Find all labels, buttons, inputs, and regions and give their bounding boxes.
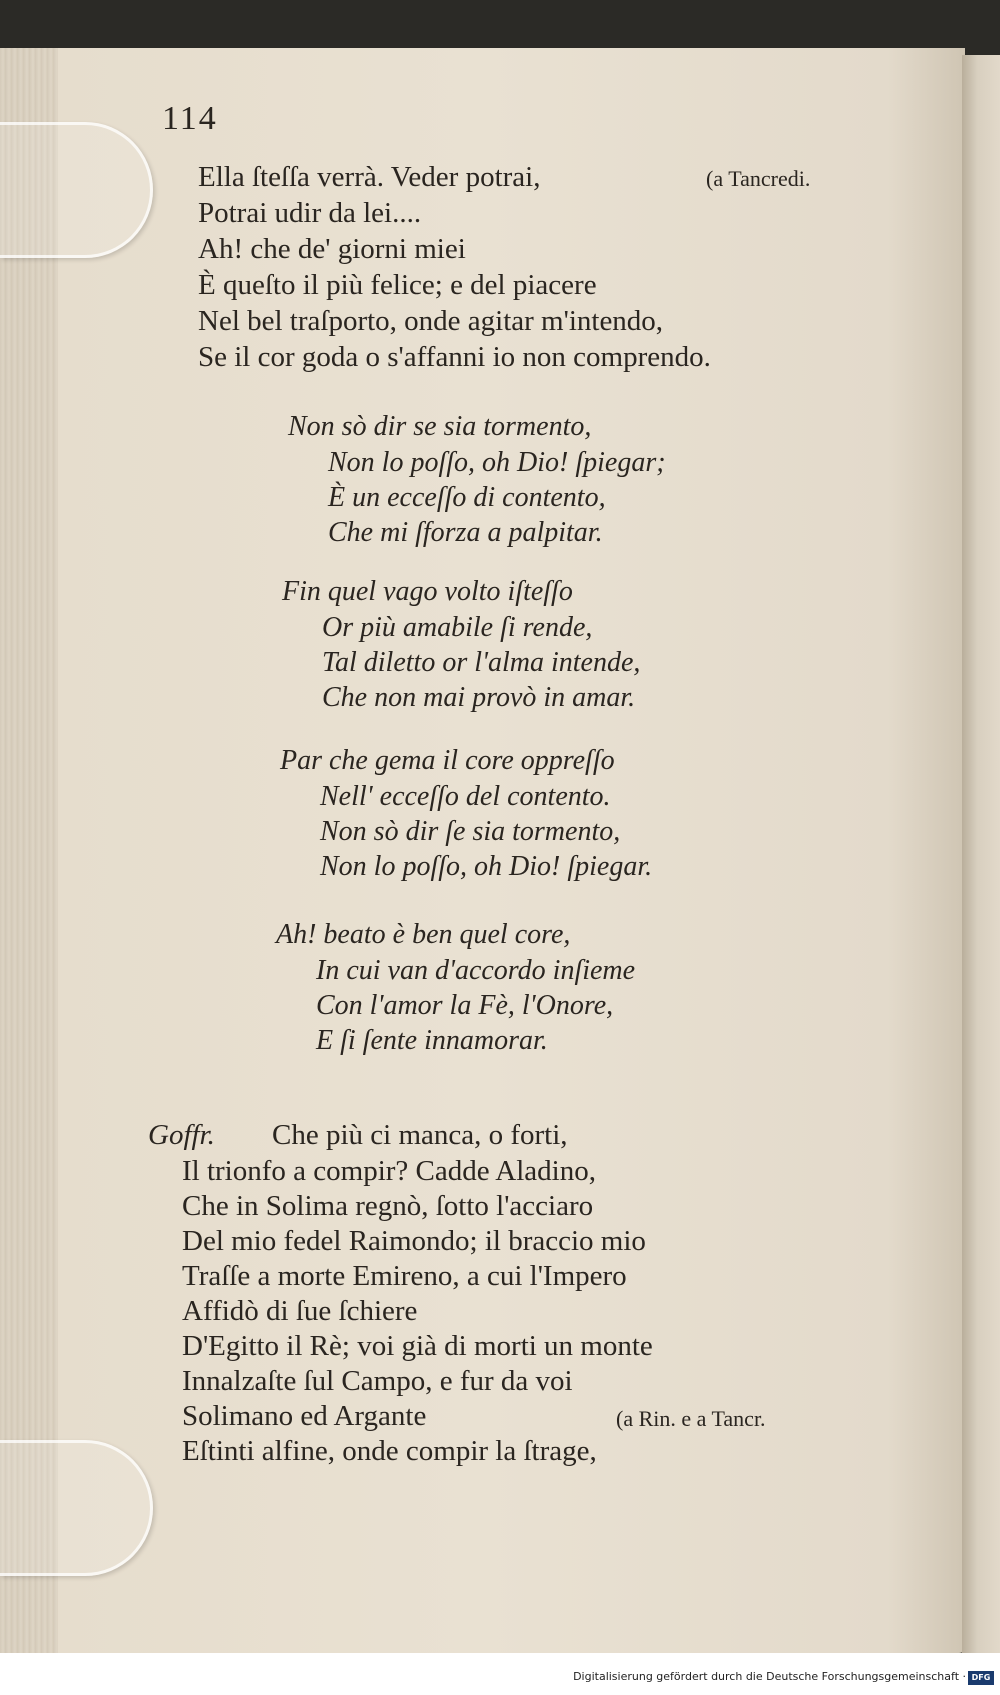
verse-line: Non sò dir ſe sia tormento, xyxy=(320,816,621,847)
opening-line: Se il cor goda o s'affanni io non comprendo. xyxy=(198,341,711,373)
opening-line: È queſto il più felice; e del piacere xyxy=(198,269,597,301)
opening-line: Nel bel traſporto, onde agitar m'intendo, xyxy=(198,305,664,337)
verse-line: Non lo poſſo, oh Dio! ſpiegar. xyxy=(320,851,653,882)
verse-line: Ah! beato è ben quel core, xyxy=(276,919,571,950)
digitization-footer xyxy=(0,1653,1000,1695)
facing-page-edge xyxy=(962,55,1000,1653)
footer-credit: Digitalisierung gefördert durch die Deutsche Forschungsgemeinschaft · xyxy=(573,1670,966,1683)
speech-line: Eſtinti alfine, onde compir la ſtrage, xyxy=(182,1435,597,1467)
verse-line: In cui van d'accordo inſieme xyxy=(316,955,636,986)
opening-line: Ella ſteſſa verrà. Veder potrai, xyxy=(198,161,541,193)
speech-line: Che in Solima regnò, ſotto l'acciaro xyxy=(182,1190,594,1222)
verse-line: È un ecceſſo di contento, xyxy=(328,482,606,513)
stage-direction: (a Tancredi. xyxy=(706,166,811,191)
verse-line: Par che gema il core oppreſſo xyxy=(280,745,615,776)
verse-line: Non sò dir se sia tormento, xyxy=(288,411,592,442)
verse-line: Tal diletto or l'alma intende, xyxy=(322,647,641,678)
speech-line: Il trionfo a compir? Cadde Aladino, xyxy=(182,1155,596,1187)
verse-line: Non lo poſſo, oh Dio! ſpiegar; xyxy=(328,447,666,478)
verse-line: Con l'amor la Fè, l'Onore, xyxy=(316,990,614,1021)
verse-line: Nell' ecceſſo del contento. xyxy=(320,781,611,812)
speech-line: Innalzaſte ſul Campo, e fur da voi xyxy=(182,1365,573,1397)
speech-line: D'Egitto il Rè; voi già di morti un monte xyxy=(182,1330,653,1362)
stage-direction: (a Rin. e a Tancr. xyxy=(616,1406,766,1431)
opening-line: Ah! che de' giorni miei xyxy=(198,233,466,265)
opening-line: Potrai udir da lei.... xyxy=(198,197,422,229)
verse-line: Fin quel vago volto iſteſſo xyxy=(282,576,573,607)
page-edges xyxy=(0,48,58,1653)
speech-line: Traſſe a morte Emireno, a cui l'Impero xyxy=(182,1260,627,1292)
speech-line: Affidò di ſue ſchiere xyxy=(182,1295,418,1327)
verse-line: E ſi ſente innamorar. xyxy=(316,1025,548,1056)
speech-line: Solimano ed Argante xyxy=(182,1400,427,1432)
page-number: 114 xyxy=(162,100,218,137)
speaker-name: Goffr. xyxy=(148,1119,215,1151)
verse-line: Che non mai provò in amar. xyxy=(322,682,636,713)
speech-line: Che più ci manca, o forti, xyxy=(272,1119,568,1151)
verse-line: Che mi ſforza a palpitar. xyxy=(328,517,603,548)
speech-line: Del mio fedel Raimondo; il braccio mio xyxy=(182,1225,646,1257)
dfg-logo: DFG xyxy=(968,1671,994,1685)
page-clip-bottom xyxy=(0,1440,153,1576)
verse-line: Or più amabile ſi rende, xyxy=(322,612,593,643)
page-clip-top xyxy=(0,122,153,258)
